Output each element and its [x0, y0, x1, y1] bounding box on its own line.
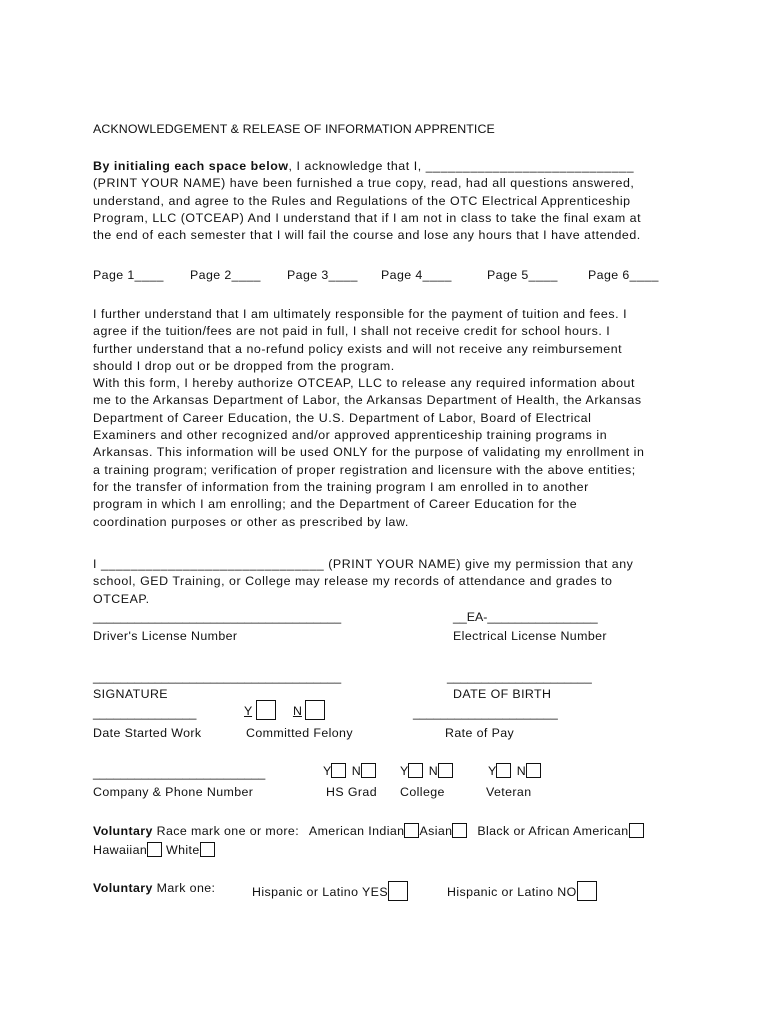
acknowledgement-paragraph — [93, 158, 693, 244]
page-initial-6[interactable]: Page 6____ — [588, 268, 659, 282]
black-checkbox[interactable] — [629, 823, 644, 838]
asian-checkbox[interactable] — [452, 823, 467, 838]
black-label: Black or African American — [477, 824, 629, 838]
ack-line-5: the end of each semester that I will fail the course and lose any hours that I have attended. — [93, 228, 641, 243]
permission-line[interactable]: I ______________________________ (PRINT YOUR NAME) give my permission that any — [93, 557, 634, 571]
page-initial-3[interactable]: Page 3____ — [287, 268, 358, 282]
hs-no-text: N — [351, 764, 361, 778]
ack-bold-lead: By initialing each space below — [93, 159, 289, 173]
hispanic-yes-checkbox[interactable] — [388, 881, 408, 901]
veteran-no-checkbox[interactable] — [526, 763, 541, 778]
page-initial-4[interactable]: Page 4____ — [381, 268, 452, 282]
date-of-birth-label: DATE OF BIRTH — [453, 687, 552, 701]
responsibility-paragraph — [93, 306, 693, 531]
auth-line: Department of Career Education, the U.S. Department of Labor, Board of Electrical — [93, 410, 592, 425]
auth-line: Arkansas. This information will be used ONLY for the purpose of validating my enrollment in — [93, 445, 645, 460]
felony-no-text: N — [292, 704, 302, 718]
ack-line-1 — [93, 158, 693, 175]
felony-label: Committed Felony — [246, 726, 353, 740]
felony-yes-no — [244, 700, 325, 720]
resp-line: I further understand that I am ultimately responsible for the payment of tuition and fees. I — [93, 307, 628, 321]
auth-line: With this form, I hereby authorize OTCEAP, LLC to release any required information about — [93, 376, 635, 391]
hs-grad-label: HS Grad — [326, 785, 378, 799]
hispanic-no-checkbox[interactable] — [577, 881, 597, 901]
auth-line: me to the Arkansas Department of Labor, the Arkansas Department of Health, the Arkansas — [93, 393, 642, 408]
veteran-no-text: N — [516, 764, 526, 778]
rate-of-pay-field[interactable]: _____________________ — [413, 706, 558, 720]
ack-line-3: understand, and agree to the Rules and Regulations of the OTC Electrical Apprenticeship — [93, 193, 631, 208]
ack-line-1-rest: , I acknowledge that I, ____________________________ — [288, 159, 635, 173]
hawaiian-checkbox[interactable] — [147, 842, 162, 857]
permission-paragraph — [93, 556, 693, 608]
document-title: ACKNOWLEDGEMENT & RELEASE OF INFORMATION APPRENTICE — [93, 122, 495, 136]
resp-line: further understand that a no-refund policy exists and will not receive any reimbursement — [93, 341, 623, 356]
veteran-label: Veteran — [486, 785, 532, 799]
date-started-label: Date Started Work — [93, 726, 202, 740]
felony-yes-text: Y — [244, 704, 253, 718]
felony-yes-checkbox[interactable] — [256, 700, 276, 720]
hispanic-no-option — [447, 881, 597, 901]
asian-label: Asian — [419, 824, 453, 838]
date-started-field[interactable]: _______________ — [93, 706, 197, 720]
auth-line: a training program; verification of proper registration and licensure with the above entities; — [93, 462, 636, 477]
date-of-birth-field[interactable]: _____________________ — [447, 670, 592, 684]
felony-no-checkbox[interactable] — [305, 700, 325, 720]
college-no-checkbox[interactable] — [438, 763, 453, 778]
electrical-license-label: Electrical License Number — [453, 629, 607, 643]
veteran-yes-checkbox[interactable] — [496, 763, 511, 778]
voluntary-race-row-2 — [93, 842, 215, 857]
permission-line: OTCEAP. — [93, 591, 150, 606]
ack-line-4: Program, LLC (OTCEAP) And I understand that if I am not in class to take the final exam at — [93, 210, 642, 225]
hispanic-yes-option — [252, 881, 408, 901]
veteran-yes-text: Y — [488, 764, 497, 778]
page-initial-1[interactable]: Page 1____ — [93, 268, 164, 282]
resp-line: should I drop out or be dropped from the program. — [93, 358, 395, 373]
page-initial-2[interactable]: Page 2____ — [190, 268, 261, 282]
company-phone-label: Company & Phone Number — [93, 785, 254, 799]
veteran-yes-no — [488, 763, 541, 778]
drivers-license-field[interactable]: ____________________________________ — [93, 610, 342, 624]
american-indian-checkbox[interactable] — [404, 823, 419, 838]
hs-no-checkbox[interactable] — [361, 763, 376, 778]
white-checkbox[interactable] — [200, 842, 215, 857]
electrical-license-field[interactable]: __EA-________________ — [453, 610, 598, 624]
college-label: College — [400, 785, 445, 799]
ethnicity-prompt: Mark one: — [156, 881, 216, 895]
auth-line: Examiners and other recognized and/or approved apprenticeship training programs in — [93, 428, 608, 443]
permission-line: school, GED Training, or College may release my records of attendance and grades to — [93, 574, 613, 589]
ack-line-2: (PRINT YOUR NAME) have been furnished a true copy, read, had all questions answered, — [93, 176, 635, 191]
rate-of-pay-label: Rate of Pay — [445, 726, 515, 740]
auth-line: coordination purposes or other as prescribed by law. — [93, 514, 409, 529]
college-yes-text: Y — [400, 764, 409, 778]
company-phone-field[interactable]: _________________________ — [93, 766, 266, 780]
hs-grad-yes-no — [323, 763, 376, 778]
voluntary-bold: Voluntary — [93, 824, 153, 838]
hawaiian-label: Hawaiian — [93, 843, 148, 857]
hs-yes-checkbox[interactable] — [331, 763, 346, 778]
drivers-license-label: Driver's License Number — [93, 629, 238, 643]
voluntary-race-row — [93, 823, 644, 838]
college-yes-checkbox[interactable] — [408, 763, 423, 778]
race-prompt: Race mark one or more: — [156, 824, 300, 838]
college-yes-no — [400, 763, 453, 778]
signature-label: SIGNATURE — [93, 687, 168, 701]
signature-field[interactable]: ____________________________________ — [93, 670, 342, 684]
hs-yes-text: Y — [323, 764, 332, 778]
auth-line: for the transfer of information from the training program I am enrolled in to another — [93, 479, 589, 494]
resp-line: agree if the tuition/fees are not paid in full, I shall not receive credit for school hours. I — [93, 324, 611, 339]
hispanic-yes-label: Hispanic or Latino YES — [252, 885, 388, 899]
college-no-text: N — [428, 764, 438, 778]
voluntary-bold: Voluntary — [93, 881, 153, 895]
hispanic-no-label: Hispanic or Latino NO — [447, 885, 577, 899]
white-label: White — [166, 843, 200, 857]
auth-line: program in which I am enrolling; and the Department of Career Education for the — [93, 497, 578, 512]
american-indian-label: American Indian — [308, 824, 405, 838]
page-initial-5[interactable]: Page 5____ — [487, 268, 558, 282]
voluntary-ethnicity-row — [93, 881, 215, 895]
